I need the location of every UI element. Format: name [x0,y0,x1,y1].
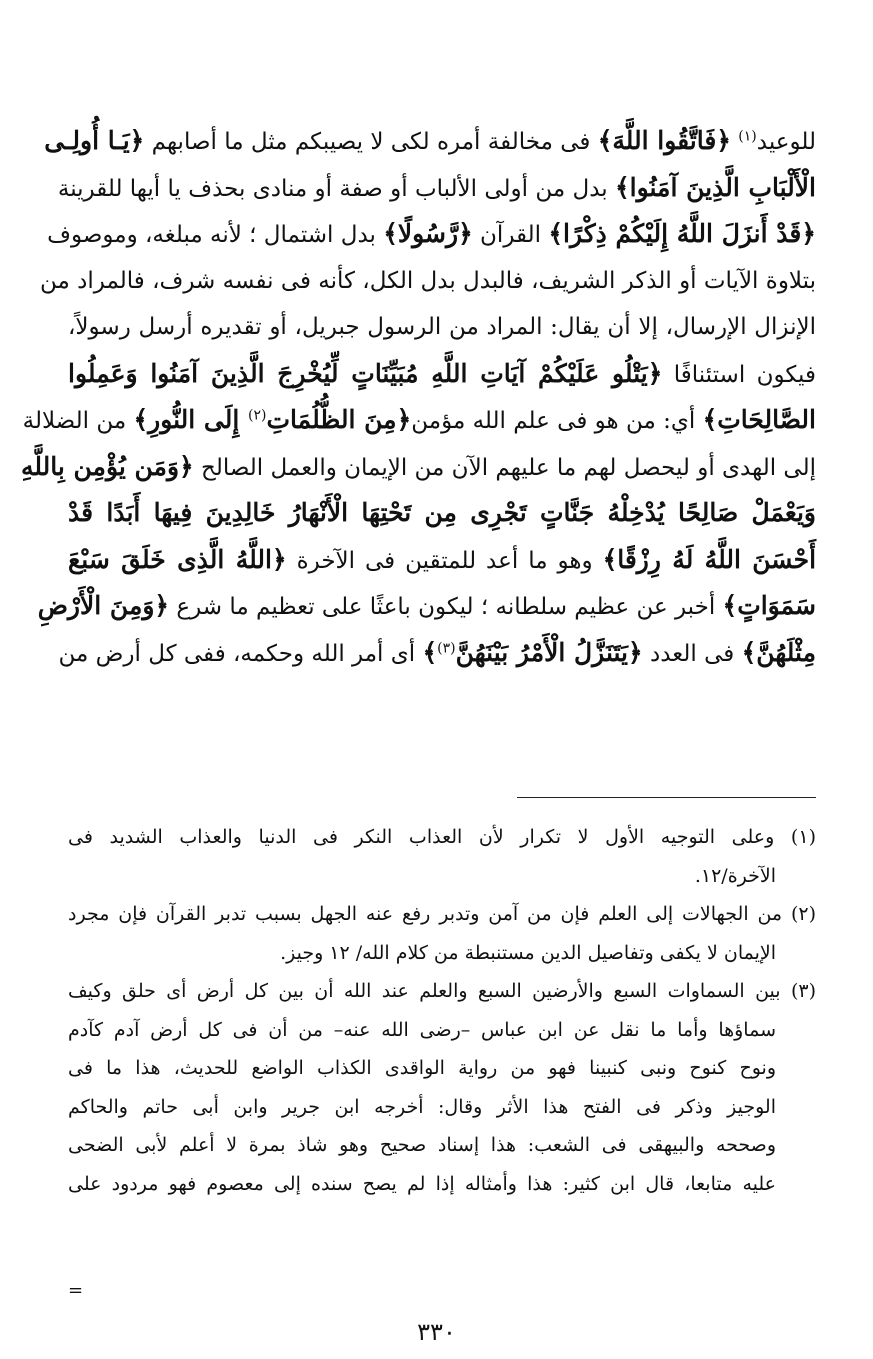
text-line [68,490,816,537]
text-run: فى مخالفة أمره لكى لا يصيبكم مثل ما أصابهم [144,129,598,155]
text-run: للوعيد [756,129,816,155]
text-run: إلى الهدى أو ليحصل لهم ما عليهم الآن من الإيمان والعمل الصالح [193,454,816,481]
quran-verse: ﴿يَتَنَزَّلُ الْأَمْرُ بَيْنَهُنَّ [455,637,643,667]
quran-verse: ﴿وَمَن يُؤْمِن بِاللَّهِ [20,451,194,481]
footnote-2-line: الإيمان لا يكفى وتفاصيل الدين مستنبطة من كلام الله/ ١٢ وجيز. [280,941,776,964]
text-line [58,630,816,677]
footnote-separator [517,797,816,798]
footnote-3-line: عليه متابعا، قال ابن كثير: هذا وأمثاله إذا لم يصح سنده إلى معصوم فهو مردود على [68,1172,776,1195]
text-run: فيكون استئنافًا [662,361,816,388]
footnotes [68,818,816,1203]
quran-verse: أَحْسَنَ اللَّهُ لَهُ رِزْقًا﴾ [602,544,817,574]
text-run: بدل اشتمال ؛ لأنه مبلغه، وموصوف [47,222,384,248]
quran-verse: وَيَعْمَلْ صَالِحًا يُدْخِلْهُ جَنَّاتٍ تَجْرِى مِن تَحْتِهَا الْأَنْهَارُ خَالِدِينَ فِيهَا أَبَدًا قَدْ [68,498,816,527]
footnote-3-line: الوجيز وذكر فى الفتح هذا الأثر وقال: أخرجه ابن جرير وابن أبى حاتم والحاكم [68,1095,776,1118]
text-line [68,537,816,584]
quran-verse: مِثْلَهُنَّ﴾ [741,637,816,667]
continuation-mark: = [68,1280,84,1301]
footnote-3-line: ونوح كنوح ونبى كنبينا فهو من رواية الواقدى الكذاب الواضع للحديث، هذا ما فى [68,1057,776,1079]
text-line [57,165,816,212]
text-run: أخبر عن عظيم سلطانه ؛ ليكون باعثًا على تعظيم ما شرع [169,594,723,620]
footnote-marker[interactable]: (١) [738,128,757,145]
text-run: بدل من أولى الألباب أو صفة أو منادى بحذف يا أيها للقرينة [57,175,615,202]
text-run: فى العدد [642,640,742,667]
text-run: وهو ما أعد للمتقين فى الآخرة [286,547,603,574]
text-run: الإنزال الإرسال، إلا أن يقال: المراد من الرسول جبريل، أو تقديره أرسل رسولاً، [68,314,816,340]
quran-verse: ﴿مِنَ الظُّلُمَاتِ [266,405,412,434]
quran-verse: الصَّالِحَاتِ﴾ [702,405,816,434]
footnote-1-line: (١) وعلى التوجيه الأول لا تكرار لأن العذاب النكر فى الدنيا والعذاب الشديد فى [68,826,816,848]
footnote-marker[interactable]: (٢) [248,407,267,424]
page-number: ٣٣٠ [417,1318,456,1346]
text-line [68,304,816,351]
footnote-3-line: وصححه والبيهقى فى الشعب: هذا إسناد صحيح وهو شاذ بمرة لا أعلم لأبى الضحى [68,1134,776,1156]
text-line [20,444,816,491]
footnote-1-line: الآخرة/١٢. [694,864,776,887]
quran-verse: ﴿اللَّهُ الَّذِى خَلَقَ سَبْعَ [68,544,287,574]
text-line [40,258,816,305]
text-run: أى أمر الله وحكمه، ففى كل أرض من [58,640,423,667]
main-text [20,118,817,676]
quran-verse: ﴿رَّسُولًا﴾ [383,219,473,248]
text-run: القرآن [472,222,549,248]
text-line [47,211,816,258]
footnote-3-line: سماؤها وأما ما نقل عن ابن عباس –رضى الله عنه– من أن فى كل أرض آدم كآدم [68,1018,776,1041]
text-line [37,583,816,630]
quran-verse: الْأَلْبَابِ الَّذِينَ آمَنُوا﴾ [615,172,816,202]
footnote-marker[interactable]: (٣) [437,639,456,656]
quran-verse: ﴿يَـا أُولِـى [44,126,145,155]
quran-verse: سَمَوَاتٍ﴾ [722,591,816,620]
text-run: من الضلالة [22,408,134,434]
text-line [22,397,816,444]
footnote-2-line: (٢) من الجهالات إلى العلم فإن من آمن وتدبر رفع عنه الجهل بسبب تدبر القرآن فإن مجرد [68,903,816,925]
text-line [44,118,816,165]
text-line [68,351,816,398]
footnote-3-line: (٣) بين السماوات السبع والأرضين السبع والعلم عند الله أن بين كل أرض أى حلق وكيف [68,980,816,1002]
text-run: أي: من هو فى علم الله مؤمن [411,408,703,434]
quran-verse: ﴿يَتْلُو عَلَيْكُمْ آيَاتِ اللَّهِ مُبَيِّنَاتٍ لِّيُخْرِجَ الَّذِينَ آمَنُوا وَعَمِلُوا [68,358,663,388]
quran-verse: ﴾ [422,637,438,667]
quran-verse: إِلَى النُّورِ﴾ [133,405,249,434]
quran-verse: ﴿فَاتَّقُوا اللَّهَ﴾ [597,126,731,155]
quran-verse: ﴿وَمِنَ الْأَرْضِ [37,591,170,620]
text-run: بتلاوة الآيات أو الذكر الشريف، فالبدل بدل الكل، كأنه فى نفسه شرف، فالمراد من [40,267,816,294]
quran-verse: ﴿قَدْ أَنزَلَ اللَّهُ إِلَيْكُمْ ذِكْرًا﴾ [548,219,816,248]
